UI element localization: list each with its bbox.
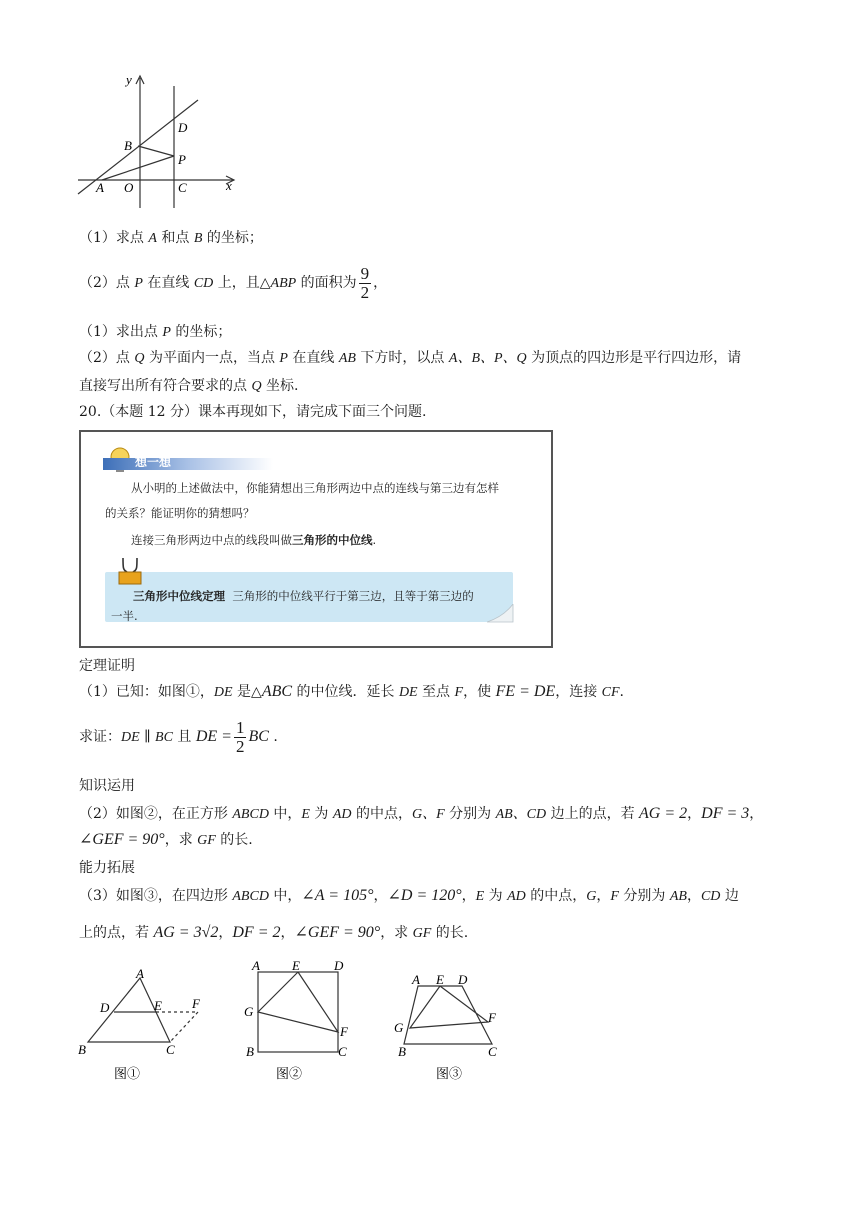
problem-3-cont (79, 920, 468, 947)
sub2-points: A、B、P、Q (448, 351, 527, 366)
theorem-title: 三角形中位线定理 (133, 589, 225, 603)
sub2-point-p: P (279, 351, 288, 366)
fig1-label-E: E (154, 998, 162, 1013)
think-banner (103, 458, 273, 470)
p3-point-f: F (610, 889, 619, 904)
p2-points-gf: G、F (411, 807, 445, 822)
q1-point-b: B (193, 231, 203, 246)
p3-text: 分别为 (618, 888, 670, 904)
q2-point-p: P (134, 276, 143, 291)
graph-label-x: x (226, 178, 232, 193)
sub2b-text: 坐标. (261, 378, 299, 394)
fig2-label-D: D (334, 958, 344, 973)
sub-question-2 (79, 348, 741, 369)
p1-text: 是△ (232, 684, 262, 700)
prove-bc: BC (155, 730, 173, 745)
p3-angle-eq: ∠GEF = 90° (294, 924, 381, 941)
fig3-label-C: C (488, 1044, 497, 1059)
sub1-number: （1） (79, 324, 116, 340)
p2-number: （2） (79, 806, 116, 822)
figure-3 (392, 964, 518, 1088)
p2-segment-gf: GF (197, 833, 216, 848)
q2-text: 上，且△ (213, 275, 271, 291)
sub2-text: 为平面内一点，当点 (144, 350, 280, 366)
graph-label-P: P (178, 152, 186, 167)
p2-text: 为 (309, 806, 333, 822)
q2-line-cd: CD (193, 276, 214, 291)
p3-text: ， (218, 925, 233, 941)
fig3-label-B: B (398, 1044, 406, 1059)
q2-text: ， (373, 275, 388, 291)
fraction-denominator: 2 (360, 282, 370, 302)
sub2b-text: 直接写出所有符合要求的点 (79, 378, 252, 394)
graph-label-A: A (96, 180, 104, 195)
graph-label-D: D (178, 120, 188, 135)
problem-2-cont (79, 830, 253, 851)
fig3-label-D: D (458, 972, 468, 987)
sub2-point-q: Q (134, 351, 145, 366)
p3-ag-eq: AG = 3√2 (153, 924, 219, 941)
sub2-text: 在直线 (287, 350, 339, 366)
p2-point-e: E (301, 807, 310, 822)
p3-text: 的中点， (525, 888, 587, 904)
problem-1 (79, 682, 624, 703)
q2-triangle-abp: ABP (270, 276, 297, 291)
p3-text: ， (373, 888, 388, 904)
textbook-excerpt (79, 430, 553, 648)
section-apply: 知识运用 (79, 778, 135, 794)
p3-text: ， (686, 888, 701, 904)
p1-number: （1） (79, 684, 116, 700)
question-20-heading: 20.（本题 12 分）课本再现如下，请完成下面三个问题. (79, 404, 427, 420)
excerpt-line-1: 从小明的上述做法中，你能猜想出三角形两边中点的连线与第三边有怎样 (131, 481, 499, 495)
sub-question-1 (79, 322, 231, 343)
q1-text: 的坐标； (202, 230, 263, 246)
excerpt-text: 连接三角形两边中点的线段叫做 (131, 533, 292, 547)
p3-point-g: G (586, 889, 597, 904)
theorem-line-1 (133, 588, 474, 604)
sub2-text: 下方时，以点 (355, 350, 449, 366)
sub2-line-ab: AB (338, 351, 356, 366)
q1-text: 求点 (115, 230, 149, 246)
fraction-numerator: 9 (360, 263, 370, 283)
fig3-caption: 图③ (436, 1066, 463, 1081)
problem-3 (79, 886, 739, 907)
p2-square: ABCD (232, 807, 269, 822)
fig2-label-E: E (292, 958, 300, 973)
q1-point-a: A (148, 231, 157, 246)
excerpt-term: 三角形的中位线 (292, 533, 373, 547)
p3-angle-a: ∠A = 105° (301, 887, 374, 904)
sub-question-2-cont (79, 376, 298, 397)
question-2 (79, 264, 387, 303)
p3-text: 中， (268, 888, 302, 904)
p2-text: 如图②，在正方形 (115, 806, 233, 822)
p1-segment-de: DE (398, 685, 418, 700)
p2-ag-eq: AG = 2 (639, 805, 688, 822)
q2-text: 在直线 (142, 275, 194, 291)
p2-sides: AB、CD (495, 807, 547, 822)
p2-text: 边上的点，若 (546, 806, 640, 822)
fraction-denominator: 2 (235, 736, 245, 756)
p3-text: 上的点，若 (79, 925, 154, 941)
figure-2 (238, 958, 368, 1086)
fig1-caption: 图① (114, 1066, 141, 1081)
section-extend: 能力拓展 (79, 860, 135, 876)
coordinate-graph (74, 68, 244, 213)
p2-text: 的中点， (351, 806, 412, 822)
fig1-label-C: C (166, 1042, 175, 1057)
p2-text: 中， (268, 806, 302, 822)
prove-label: 求证： (79, 729, 121, 745)
p1-text: . (619, 684, 624, 700)
p3-text: 的长. (431, 925, 469, 941)
prove-parallel: ∥ (139, 729, 156, 745)
problem-2 (79, 804, 763, 825)
prove-rhs: BC (248, 728, 269, 745)
p2-side-ad: AD (332, 807, 352, 822)
think-title: 想一想 (135, 455, 172, 469)
p3-df-eq: DF = 2 (232, 924, 281, 941)
fig1-label-A: A (136, 966, 144, 981)
q1-text: 和点 (156, 230, 194, 246)
p1-text: ，连接 (555, 684, 602, 700)
p2-text: 的长. (215, 832, 253, 848)
fig2-caption: 图② (276, 1066, 303, 1081)
p2-df-eq: DF = 3 (701, 805, 750, 822)
sub2-text: 为顶点的四边形是平行四边形，请 (526, 350, 742, 366)
prove-fraction (234, 719, 247, 756)
prove-de: DE (121, 730, 140, 745)
p3-quad: ABCD (232, 889, 269, 904)
p3-text: ， (596, 888, 611, 904)
p1-triangle-abc: ABC (261, 683, 293, 700)
q2-text: 点 (115, 275, 135, 291)
sub2-text: 点 (115, 350, 135, 366)
p1-text: 至点 (417, 684, 455, 700)
fig1-label-B: B (78, 1042, 86, 1057)
p3-text: 如图③，在四边形 (115, 888, 233, 904)
prove-and: 且 (172, 729, 196, 745)
p2-text: ， (687, 806, 702, 822)
graph-label-C: C (178, 180, 187, 195)
p3-text: ，求 (380, 925, 413, 941)
p2-text: 分别为 (444, 806, 496, 822)
question-1 (79, 228, 263, 249)
p3-side-ad: AD (507, 889, 526, 904)
p1-text: ，使 (463, 684, 496, 700)
p1-equation: FE = DE (495, 683, 556, 700)
fig2-label-B: B (246, 1044, 254, 1059)
p1-point-f: F (454, 685, 464, 700)
p1-text: 已知：如图①， (115, 684, 214, 700)
section-proof: 定理证明 (79, 658, 135, 674)
sub1-text: 的坐标； (170, 324, 232, 340)
graph-label-y: y (126, 72, 132, 87)
q2-text: 的面积为 (296, 275, 357, 291)
excerpt-line-3 (131, 532, 376, 548)
theorem-line-2: 一半. (111, 609, 138, 623)
fig3-label-F: F (488, 1010, 496, 1025)
p3-point-e: E (475, 889, 485, 904)
theorem-text: 三角形的中位线平行于第三边，且等于第三边的 (232, 589, 474, 603)
p1-segment-de: DE (213, 685, 233, 700)
graph-label-B: B (124, 138, 132, 153)
fig3-label-E: E (436, 972, 444, 987)
fig1-label-F: F (192, 996, 200, 1011)
q2-number: （2） (79, 275, 116, 291)
fig3-label-G: G (394, 1020, 404, 1035)
sub2-number: （2） (79, 350, 116, 366)
fig2-label-C: C (338, 1044, 347, 1059)
q2-fraction (359, 265, 372, 302)
p3-side-ab: AB (669, 889, 687, 904)
p3-text: ， (461, 888, 476, 904)
sub2b-point-q: Q (251, 379, 262, 394)
fig3-label-A: A (412, 972, 420, 987)
p1-text: 的中位线．延长 (292, 684, 399, 700)
p1-segment-cf: CF (601, 685, 620, 700)
prove-statement (79, 718, 278, 757)
p3-text: ， (280, 925, 295, 941)
p3-segment-gf: GF (412, 926, 432, 941)
fig2-label-F: F (340, 1024, 348, 1039)
sub1-point-p: P (162, 325, 171, 340)
p3-number: （3） (79, 888, 116, 904)
fig2-label-G: G (244, 1004, 254, 1019)
p2-text: ，求 (164, 832, 198, 848)
prove-text: . (268, 729, 278, 745)
fraction-numerator: 1 (235, 717, 245, 737)
excerpt-text: . (372, 533, 377, 547)
fig1-label-D: D (100, 1000, 110, 1015)
page-curl-icon (487, 604, 515, 624)
q1-number: （1） (79, 230, 116, 246)
p2-text: ， (749, 806, 764, 822)
p2-angle-eq: ∠GEF = 90° (79, 831, 165, 848)
excerpt-line-2: 的关系？能证明你的猜想吗？ (105, 506, 255, 520)
fig2-label-A: A (252, 958, 260, 973)
p3-angle-d: ∠D = 120° (387, 887, 462, 904)
graph-label-O: O (124, 180, 134, 195)
p3-text: 边 (720, 888, 739, 904)
figure-1 (74, 962, 224, 1086)
sub1-text: 求出点 (115, 324, 163, 340)
p3-side-cd: CD (700, 889, 721, 904)
prove-lhs: DE = (195, 728, 232, 745)
p3-text: 为 (484, 888, 508, 904)
binder-clip-icon (117, 556, 143, 586)
